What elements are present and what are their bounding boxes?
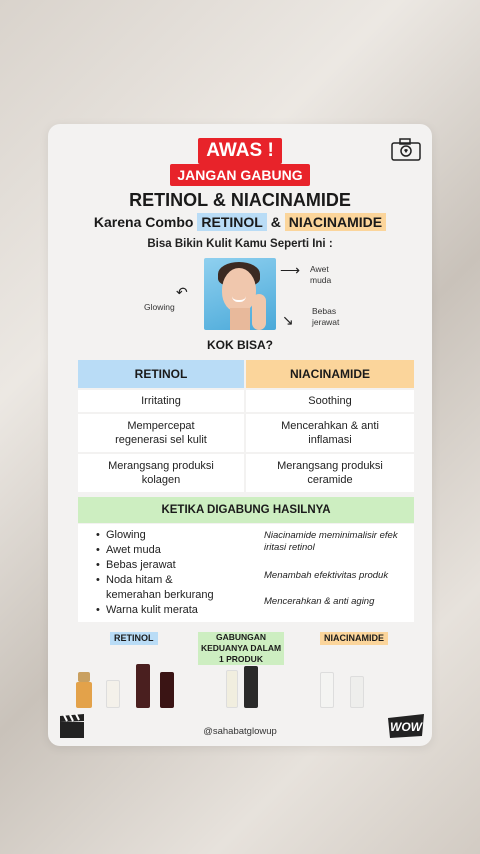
- table-cell: Merangsang produksi kolagen: [78, 454, 244, 492]
- list-item: • Warna kulit merata: [96, 603, 226, 618]
- subtitle: [48, 214, 432, 230]
- table-header-niacinamide: NIACINAMIDE: [246, 360, 414, 388]
- product-bottle: [76, 682, 92, 708]
- arrow-icon: ↶: [176, 284, 188, 300]
- model-face-image: [204, 258, 276, 330]
- effect-awet-muda: Awet muda: [310, 264, 332, 285]
- list-item: • Glowing: [96, 528, 226, 543]
- infographic-card: [48, 124, 432, 746]
- subtitle-prefix: Karena Combo: [93, 214, 194, 230]
- table-cell: Soothing: [246, 390, 414, 412]
- wow-text: WOW: [390, 720, 422, 734]
- table-cell: Mencerahkan & anti inflamasi: [246, 414, 414, 452]
- product-bottle: [350, 676, 364, 708]
- product-bottle: [244, 666, 258, 708]
- subtitle-niacinamide: NIACINAMIDE: [285, 213, 386, 231]
- combo-body: [78, 524, 414, 622]
- combo-note: Niacinamide meminimalisir efek iritasi retinol: [264, 530, 398, 553]
- awas-badge: AWAS !: [198, 138, 282, 164]
- question-heading: KOK BISA?: [207, 338, 273, 352]
- product-tag-retinol: RETINOL: [110, 632, 158, 645]
- tagline: Bisa Bikin Kulit Kamu Seperti Ini :: [147, 238, 333, 250]
- product-bottle: [320, 672, 334, 708]
- account-handle: @sahabatglowup: [203, 726, 277, 737]
- arrow-icon: ⟶: [280, 262, 301, 278]
- table-cell: Mempercepat regenerasi sel kulit: [78, 414, 244, 452]
- jangan-gabung-badge: JANGAN GABUNG: [170, 164, 310, 186]
- table-cell: Merangsang produksi ceramide: [246, 454, 414, 492]
- subtitle-amp: &: [270, 214, 281, 230]
- subtitle-retinol: RETINOL: [197, 213, 266, 231]
- combo-note: Mencerahkan & anti aging: [264, 596, 375, 607]
- product-tag-combo: GABUNGAN KEDUANYA DALAM 1 PRODUK: [198, 632, 284, 665]
- list-item: • Bebas jerawat: [96, 558, 226, 573]
- product-bottle: [136, 664, 150, 708]
- combo-note: Menambah efektivitas produk: [264, 570, 389, 581]
- list-item: • Noda hitam & kemerahan berkurang: [96, 573, 226, 603]
- product-tag-niacinamide: NIACINAMIDE: [320, 632, 388, 645]
- product-bottle: [160, 672, 174, 708]
- list-item: • Awet muda: [96, 543, 226, 558]
- combo-results-list: [96, 528, 226, 618]
- product-bottle: [226, 670, 238, 708]
- effect-glowing: Glowing: [144, 302, 175, 312]
- arrow-icon: ↘: [282, 312, 294, 328]
- product-bottle: [78, 672, 90, 682]
- table-cell: Irritating: [78, 390, 244, 412]
- effect-bebas-jerawat: Bebas jerawat: [312, 306, 340, 327]
- wow-sticker-icon: [386, 712, 426, 740]
- combo-heading: KETIKA DIGABUNG HASILNYA: [78, 497, 414, 523]
- camera-icon: [390, 136, 422, 162]
- page-title: RETINOL & NIACINAMIDE: [129, 190, 351, 210]
- table-header-retinol: RETINOL: [78, 360, 244, 388]
- product-bottle: [106, 680, 120, 708]
